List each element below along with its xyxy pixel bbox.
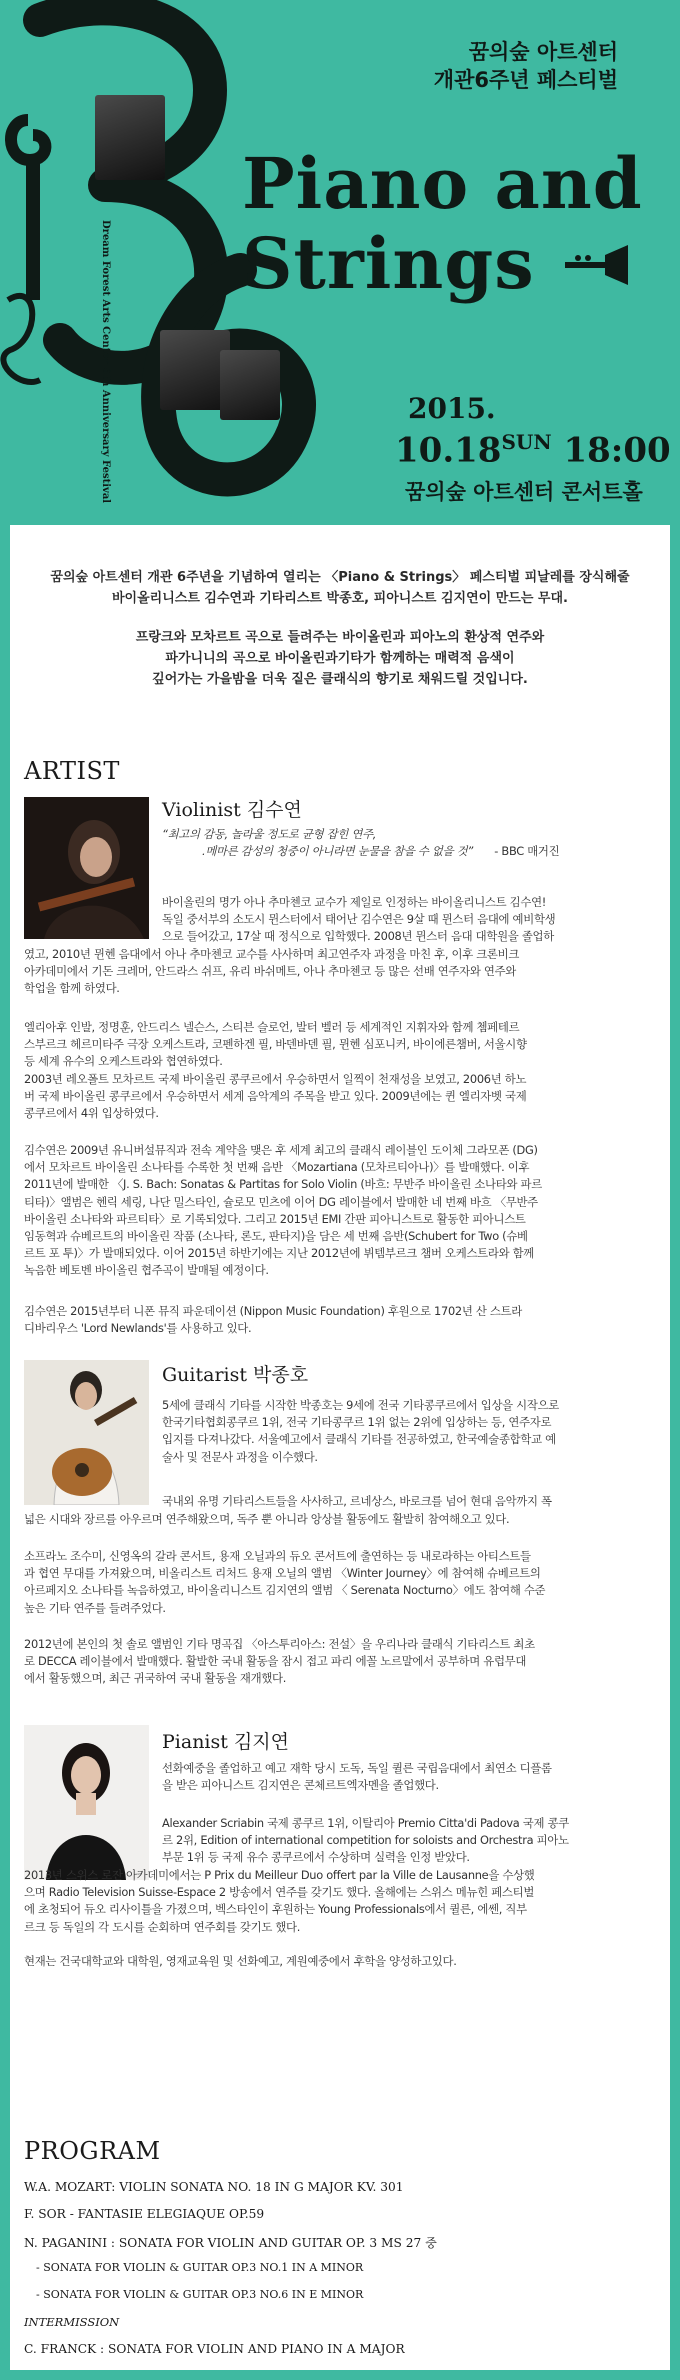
- guitarist-photo: [24, 1360, 149, 1505]
- guitarist-heading: [162, 1360, 308, 1387]
- violinist-bio-2: [24, 1019, 664, 1122]
- intro-paragraph-2: [40, 627, 640, 690]
- pianist-heading: [162, 1727, 289, 1754]
- pianist-bio-3: [24, 1953, 664, 1970]
- program-section-title: PROGRAM: [24, 2137, 161, 2165]
- text-line: 술사 및 전문사 과정을 이수했다.: [162, 1449, 318, 1464]
- violinist-bio-1-cont: [24, 946, 664, 998]
- text-line: 2012년에 본인의 첫 솔로 앨범인 기타 명곡집 〈아스투리아스: 전설〉을 우리나라 클래식 기타리스트 최초: [24, 1637, 535, 1651]
- header-photo-guitarist: [220, 350, 280, 420]
- text-line: 을 받은 피아니스트 김지연은 콘체르트엑자멘을 졸업했다.: [162, 1778, 439, 1793]
- violinist-quote-line2: .메마른 감성의 청중이 아니라면 눈물을 참을 수 없을 것”: [202, 844, 473, 858]
- text-line: 에 초청되어 듀오 리사이틀을 가졌으며, 벡스타인이 후원하는 Young Professionals에서 퀼른, 에쎈, 직부: [24, 1902, 527, 1917]
- content-panel: [10, 525, 670, 2370]
- pianist-photo: [24, 1725, 149, 1880]
- poster-header: [0, 0, 680, 525]
- text-line: 부문 1위 등 국제 유수 콩쿠르에서 수상하며 실력을 인정 받았다.: [162, 1850, 470, 1865]
- text-line: 선화예중을 졸업하고 예고 재학 당시 도독, 독일 퀼른 국립음대에서 최연소 디플롬: [162, 1761, 552, 1775]
- violinist-quote-line1: “최고의 감동, 놀라울 정도로 균형 잡힌 연주,: [162, 827, 377, 841]
- pianist-role: Pianist: [162, 1731, 228, 1753]
- text-line: 입지를 다져나갔다. 서울예고에서 클래식 기타를 전공하였고, 한국예술종합학교 예: [162, 1432, 556, 1447]
- violinist-heading: [162, 795, 302, 822]
- text-line: 바이올린 소나타와 파르티타〉로 기록되었다. 그리고 2015년 EMI 간판 피아니스트로 활동한 피아니스트: [24, 1211, 526, 1226]
- text-line: 으로 들어갔고, 17살 때 정식으로 입학했다. 2008년 뮌스터 음대 대학원을 졸업하: [162, 929, 554, 944]
- text-line: 높은 기타 연주를 들려주었다.: [24, 1600, 166, 1615]
- program-subitem: - SONATA FOR VIOLIN & GUITAR OP.3 NO.1 IN A MINOR: [36, 2261, 364, 2274]
- treble-clef-icon: [3, 296, 40, 382]
- violin-scroll-icon: [11, 120, 45, 160]
- intro-p1-line1: 꿈의숲 아트센터 개관 6주년을 기념하여 열리는 〈Piano & Strings〉 페스티벌 피날레를 장식해줄: [50, 570, 630, 585]
- text-line: 등 세계 유수의 오케스트라와 협연하였다.: [24, 1054, 223, 1069]
- intro-p1-line2: 바이올리니스트 김수연과 기타리스트 박종호, 피아니스트 김지연이 만드는 무대.: [112, 591, 568, 606]
- text-line: 2011년에 발매한 〈J. S. Bach: Sonatas & Partitas for Solo Violin (바흐: 무반주 바이올린 소나타와 파르: [24, 1177, 542, 1192]
- text-line: 디바리우스 'Lord Newlands'를 사용하고 있다.: [24, 1321, 252, 1336]
- event-year: 2015.: [408, 392, 496, 425]
- text-line: 5세에 클래식 기타를 시작한 박종호는 9세에 전국 기타콩쿠르에서 입상을 시작으로: [162, 1398, 559, 1412]
- program-item: F. SOR - FANTASIE ELEGIAQUE OP.59: [24, 2207, 265, 2221]
- text-line: 국내외 유명 기타리스트들을 사사하고, 르네상스, 바로크를 넘어 현대 음악까지 폭: [162, 1494, 552, 1508]
- trumpet-icon: [565, 245, 628, 285]
- text-line: 소프라노 조수미, 신영옥의 갈라 콘서트, 용재 오닐과의 듀오 콘서트에 출연하는 등 내로라하는 아티스트들: [24, 1549, 531, 1563]
- text-line: 르트 포 투)〉가 발매되었다. 이어 2015년 하반기에는 지난 2012년에 뷔템부르크 챔버 오케스트라와 함께: [24, 1246, 535, 1261]
- text-line: 아카데미에서 기돈 크레머, 안드라스 쉬프, 유리 바쉬메트, 아나 추마첸코 등 많은 선배 연주자와 연주와: [24, 964, 516, 979]
- text-line: 학업을 함께 하였다.: [24, 981, 120, 996]
- pianist-bio-1: [162, 1760, 662, 1794]
- festival-subtitle-line2: 개관6주년 페스티벌: [433, 68, 618, 92]
- violin-neck: [26, 160, 40, 300]
- violinist-role: Violinist: [162, 799, 241, 821]
- text-line: 녹음한 베토벤 바이올린 협주곡이 발매될 예정이다.: [24, 1263, 269, 1278]
- text-line: 아르페지오 소나타를 녹음하였고, 바이올리니스트 김지연의 앨범 〈 Serenata Nocturno〉에도 참여해 수준: [24, 1583, 546, 1598]
- guitarist-name: 박종호: [253, 1364, 309, 1386]
- text-line: 김수연은 2009년 유니버설뮤직과 전속 계약을 맺은 후 세계 최고의 클래식 레이블인 도이체 그라모폰 (DG): [24, 1143, 538, 1157]
- artist-section-title: ARTIST: [24, 757, 120, 785]
- guitarist-bio-1: [162, 1397, 662, 1466]
- event-venue: 꿈의숲 아트센터 콘서트홀: [405, 480, 643, 504]
- pianist-photo-art: [24, 1725, 149, 1880]
- guitarist-role: Guitarist: [162, 1364, 247, 1386]
- text-line: 2013년 스위스 로잔 아카데미에서는 P Prix du Meilleur Duo offert par la Ville de Lausanne을 수상했: [24, 1868, 535, 1882]
- event-weekday: SUN: [501, 430, 552, 454]
- event-datetime: [395, 430, 671, 470]
- text-line: 독일 중서부의 소도시 뮌스터에서 태어난 김수연은 9살 때 뮌스터 음대에 예비학생: [162, 912, 556, 927]
- text-line: 르크 등 독일의 각 도시를 순회하며 연주회를 갖기도 했다.: [24, 1919, 301, 1934]
- text-line: 르 2위, Edition of international competition for soloists and Orchestra 피아노: [162, 1833, 569, 1848]
- text-line: 콩쿠르에서 4위 입상하였다.: [24, 1106, 159, 1121]
- guitarist-bio-4: [24, 1636, 664, 1688]
- violinist-bio-1: [162, 894, 662, 946]
- violinist-quote-source: - BBC 매거진: [494, 844, 560, 858]
- text-line: 으며 Radio Television Suisse-Espace 2 방송에서 연주를 갖기도 했다. 올해에는 스위스 메뉴힌 페스티벌: [24, 1885, 535, 1900]
- pianist-name: 김지연: [233, 1731, 289, 1753]
- text-line: 버 국제 바이올린 콩쿠르에서 우승하면서 세계 음악계의 주목을 받고 있다. 2009년에는 퀸 엘리자벳 국제: [24, 1088, 527, 1103]
- text-line: 스부르크 헤르미타주 극장 오케스트라, 코펜하겐 필, 바덴바덴 필, 뮌헨 심포니커, 바이에른챔버, 서울시향: [24, 1037, 527, 1052]
- text-line: 에서 활동했으며, 최근 귀국하여 국내 활동을 재개했다.: [24, 1671, 287, 1686]
- intro-block: [10, 525, 670, 690]
- guitarist-bio-2-cont: [24, 1511, 664, 1528]
- text-line: 과 협연 무대를 가져왔으며, 비올리스트 리처드 용재 오닐의 앨범 〈Winter Journey〉에 참여해 슈베르트의: [24, 1566, 541, 1581]
- program-item: N. PAGANINI : SONATA FOR VIOLIN AND GUITAR OP. 3 MS 27 중: [24, 2236, 437, 2250]
- text-line: 티타)〉앨범은 헨릭 세링, 나단 밀스타인, 슐로모 민츠에 이어 DG 레이블에서 발매한 네 번째 바흐 〈무반주: [24, 1194, 538, 1209]
- text-line: 넓은 시대와 장르를 아우르며 연주해왔으며, 독주 뿐 아니라 앙상블 활동에도 활발히 참여해오고 있다.: [24, 1512, 510, 1526]
- intro-p2-line2: 파가니니의 곡으로 바이올린과기타가 함께하는 매력적 음색이: [165, 651, 515, 666]
- text-line: 에서 모차르트 바이올린 소나타를 수록한 첫 번째 음반 〈Mozartiana (모차르티아나)〉를 발매했다. 이후: [24, 1160, 530, 1175]
- intro-p2-line1: 프랑크와 모차르트 곡으로 들려주는 바이올린과 피아노의 환상적 연주와: [135, 630, 545, 645]
- intro-p2-line3: 깊어가는 가을밤을 더욱 짙은 클래식의 향기로 채워드릴 것입니다.: [152, 672, 528, 687]
- vertical-caption: Dream Forest Arts Center 6th Anniversary Festival: [100, 220, 111, 504]
- text-line: 였고, 2010년 뮌헨 음대에서 아나 추마첸코 교수를 사사하며 최고연주자 과정을 마친 후, 이후 크론비크: [24, 947, 520, 961]
- festival-subtitle-line1: 꿈의숲 아트센터: [468, 40, 618, 64]
- pianist-bio-2-cont: [24, 1867, 664, 1936]
- violinist-bio-3: [24, 1142, 664, 1280]
- program-intermission: INTERMISSION: [24, 2315, 120, 2329]
- guitarist-bio-2: [162, 1493, 662, 1510]
- violinist-bio-4: [24, 1303, 664, 1337]
- text-line: 엘리아후 인발, 정명훈, 안드리스 넬슨스, 스티븐 슬로언, 발터 벨러 등 세계적인 지휘자와 함께 쳄페테르: [24, 1020, 520, 1034]
- event-date: 10.18: [395, 430, 502, 471]
- program-item: C. FRANCK : SONATA FOR VIOLIN AND PIANO IN A MAJOR: [24, 2342, 405, 2356]
- violinist-quote-line2-row: [162, 843, 662, 860]
- guitarist-photo-art: [24, 1360, 149, 1505]
- pianist-bio-2: [162, 1815, 662, 1867]
- event-time: 18:00: [563, 430, 671, 471]
- text-line: 2003년 레오폴트 모차르트 국제 바이올린 콩쿠르에서 우승하면서 일찍이 천재성을 보였고, 2006년 하노: [24, 1071, 527, 1086]
- program-item: W.A. MOZART: VIOLIN SONATA NO. 18 IN G MAJOR KV. 301: [24, 2180, 404, 2194]
- text-line: 한국기타협회콩쿠르 1위, 전국 기타콩쿠르 1위 없는 2위에 입상하는 등, 연주자로: [162, 1415, 552, 1430]
- text-line: 김수연은 2015년부터 니폰 뮤직 파운데이션 (Nippon Music Foundation) 후원으로 1702년 산 스트라: [24, 1304, 523, 1318]
- violinist-name: 김수연: [246, 799, 302, 821]
- guitarist-bio-3: [24, 1548, 664, 1617]
- text-line: 현재는 건국대학교와 대학원, 영재교육원 및 선화예고, 계원예중에서 후학을 양성하고있다.: [24, 1954, 457, 1968]
- text-line: 바이올린의 명가 아나 추마첸코 교수가 제일로 인정하는 바이올리니스트 김수연!: [162, 895, 547, 909]
- text-line: 임동혁과 슈베르트의 바이올린 작품 (소나타, 론도, 판타지)을 담은 세 번째 음반(Schubert for Two (슈베: [24, 1229, 528, 1244]
- violinist-photo-art: [24, 797, 149, 939]
- violinist-quote: [162, 826, 662, 860]
- intro-paragraph-1: [40, 567, 640, 609]
- header-photo-violinist: [95, 95, 165, 180]
- text-line: Alexander Scriabin 국제 콩쿠르 1위, 이탈리아 Premio Citta'di Padova 국제 콩쿠: [162, 1816, 569, 1830]
- festival-title-line2: Strings: [242, 222, 535, 305]
- festival-title-line1: Piano and: [242, 142, 643, 225]
- program-subitem: - SONATA FOR VIOLIN & GUITAR OP.3 NO.6 IN E MINOR: [36, 2288, 364, 2301]
- text-line: 로 DECCA 레이블에서 발매했다. 활발한 국내 활동을 잠시 접고 파리 에꼴 노르말에서 공부하며 유럽무대: [24, 1654, 527, 1669]
- violinist-photo: [24, 797, 149, 939]
